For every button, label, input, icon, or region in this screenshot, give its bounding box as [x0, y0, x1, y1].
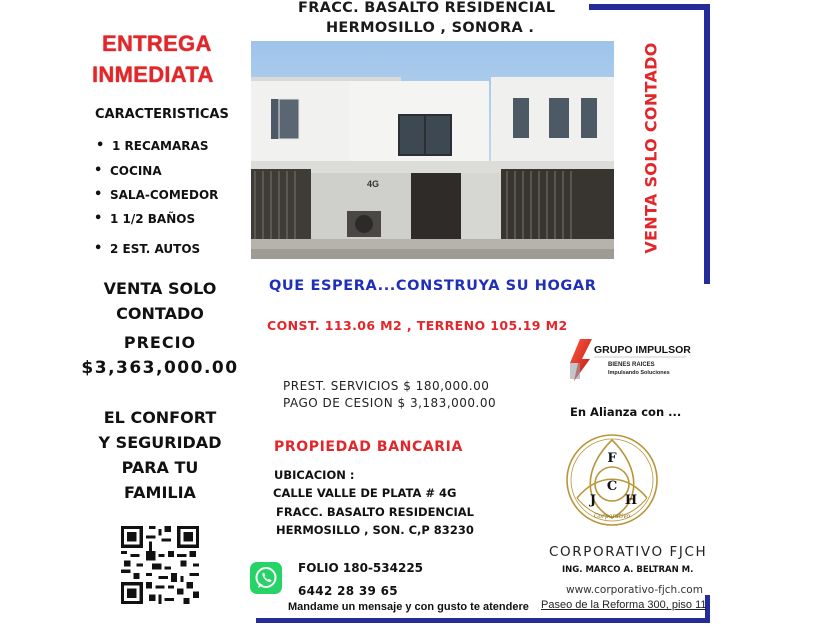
construction-area: CONST. 113.06 M2 , TERRENO 105.19 M2	[267, 318, 568, 333]
fjch-logo	[563, 428, 661, 532]
phone-number[interactable]: 6442 28 39 65	[298, 584, 398, 598]
address-line: UBICACION :	[274, 468, 355, 482]
feature-item: • 2 EST. AUTOS	[110, 242, 200, 256]
frame-right-line	[704, 4, 710, 284]
fjch-letter: C	[606, 479, 618, 494]
logo-subtitle: BIENES RAICES	[608, 362, 655, 368]
address-line: HERMOSILLO , SON. C,P 83230	[276, 523, 474, 537]
office-address[interactable]: Paseo de la Reforma 300, piso 11	[541, 599, 707, 611]
house-number: 4G	[367, 179, 380, 189]
vertical-banner	[636, 40, 666, 255]
corporativo-name: CORPORATIVO FJCH	[549, 544, 708, 560]
logo-tagline: Impulsando Soluciones	[608, 370, 670, 376]
entrega-title-line1: ENTREGA	[102, 31, 212, 56]
confort-line: FAMILIA	[124, 483, 196, 502]
whatsapp-icon[interactable]	[250, 562, 282, 594]
venta-label-line1: VENTA SOLO	[103, 279, 217, 298]
address-line: CALLE VALLE DE PLATA # 4G	[273, 486, 457, 500]
logo-title: GRUPO IMPULSOR	[594, 344, 691, 356]
frame-top-line	[589, 4, 710, 10]
confort-line: PARA TU	[121, 458, 199, 477]
slogan: QUE ESPERA...CONSTRUYA SU HOGAR	[269, 278, 597, 294]
address-line: FRACC. BASALTO RESIDENCIAL	[276, 505, 475, 519]
folio-number: FOLIO 180-534225	[298, 561, 424, 575]
alianza-text: En Alianza con ...	[570, 405, 682, 419]
message-invite: Mandame un mensaje y con gusto te atendere	[288, 601, 529, 613]
feature-item: • 1 RECAMARAS	[112, 139, 208, 153]
website-link[interactable]: www.corporativo-fjch.com	[566, 584, 703, 596]
feature-item: • COCINA	[110, 164, 162, 178]
confort-line: EL CONFORT	[103, 408, 217, 427]
header-development-name: FRACC. BASALTO RESIDENCIAL	[298, 0, 556, 16]
header-city: HERMOSILLO , SONORA .	[326, 20, 535, 36]
feature-item: • SALA-COMEDOR	[110, 188, 218, 202]
propiedad-bancaria: PROPIEDAD BANCARIA	[274, 439, 463, 455]
house-photo	[251, 41, 614, 259]
caracteristicas-heading: CARACTERISTICAS	[95, 107, 229, 122]
precio-value: $3,363,000.00	[81, 358, 239, 378]
frame-bottom-line	[256, 618, 710, 623]
contact-person: ING. MARCO A. BELTRAN M.	[562, 565, 694, 575]
confort-line: Y SEGURIDAD	[98, 433, 222, 452]
grupo-impulsor-logo	[568, 335, 698, 385]
precio-label: PRECIO	[123, 333, 197, 352]
feature-item: • 1 1/2 BAÑOS	[110, 212, 195, 226]
fjch-letter: H	[624, 493, 638, 508]
vertical-venta-text: VENTA SOLO CONTADO	[641, 41, 661, 254]
entrega-title-line2: INMEDIATA	[92, 62, 214, 87]
prest-servicios: PREST. SERVICIOS $ 180,000.00	[283, 379, 490, 393]
pago-cesion: PAGO DE CESION $ 3,183,000.00	[283, 396, 497, 410]
fjch-letter: F	[607, 451, 617, 466]
fjch-letter: J	[589, 493, 597, 508]
fjch-script: Corporativo	[593, 513, 631, 520]
venta-label-line2: CONTADO	[116, 304, 204, 323]
qr-code-icon[interactable]	[121, 526, 199, 604]
